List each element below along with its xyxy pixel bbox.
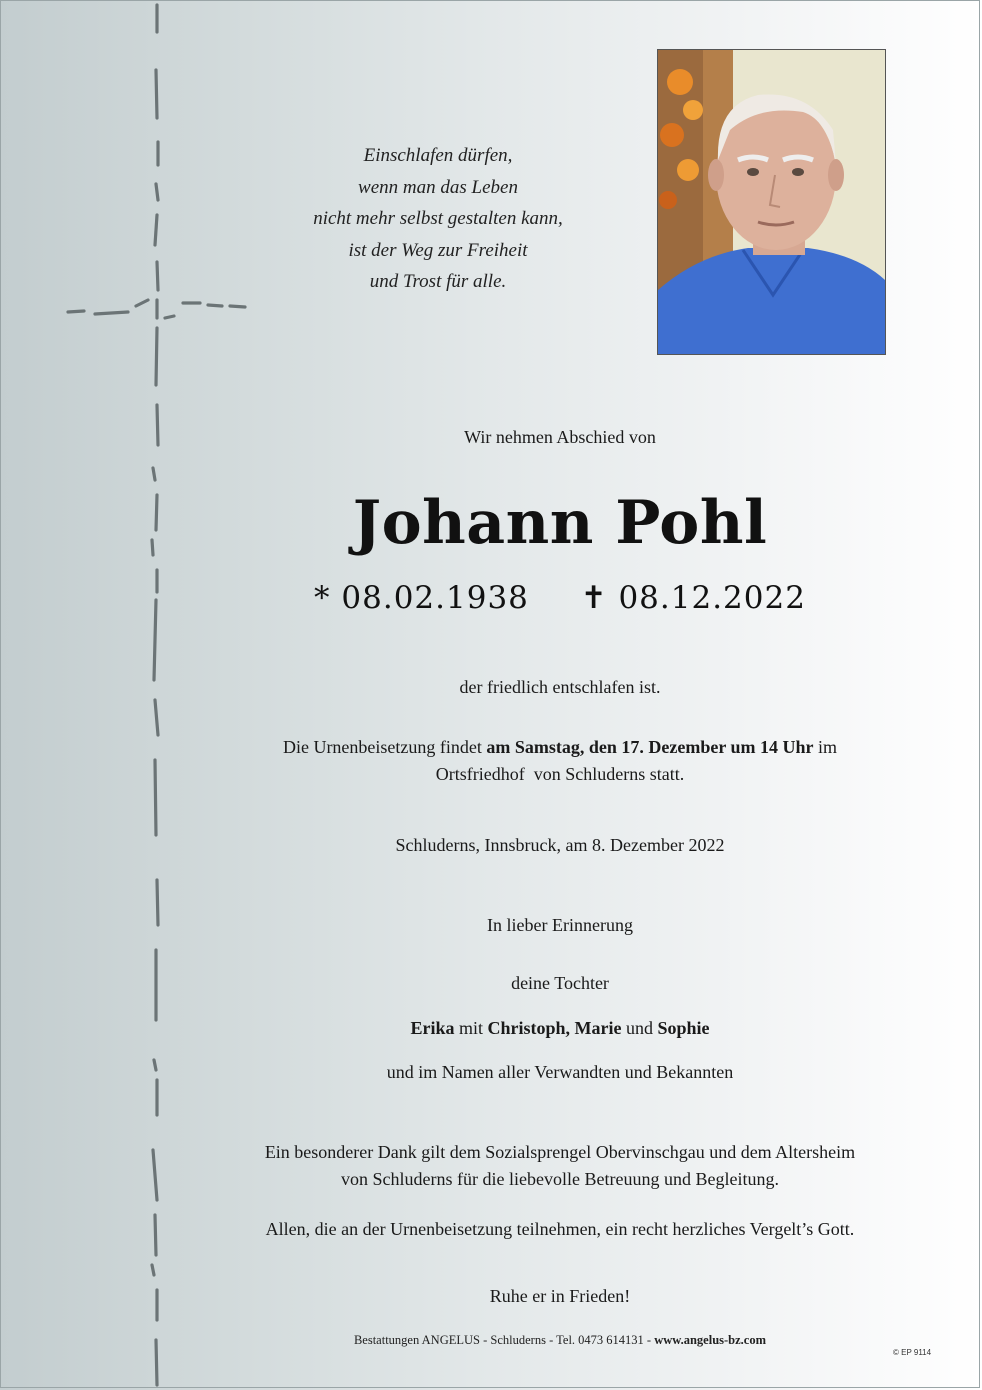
relatives-text: und im Namen aller Verwandten und Bekannten bbox=[386, 1062, 734, 1082]
cross-symbol-icon: ✝ bbox=[580, 580, 608, 616]
footer bbox=[218, 1333, 902, 1348]
thanks-line: von Schluderns für die liebevolle Betreuung und Begleitung. bbox=[341, 1169, 779, 1189]
footer-website-link[interactable]: www.angelus-bz.com bbox=[654, 1333, 767, 1347]
family-name: Christoph, bbox=[487, 1018, 571, 1038]
family-name: Erika bbox=[410, 1018, 455, 1038]
gratitude-text: Allen, die an der Urnenbeisetzung teilnehmen, ein recht herzliches Vergelt’s Gott. bbox=[265, 1219, 855, 1239]
portrait-photo bbox=[657, 49, 886, 355]
burial-prefix: Die Urnenbeisetzung findet bbox=[282, 737, 487, 757]
quote-line: und Trost für alle. bbox=[369, 271, 507, 292]
life-dates bbox=[218, 580, 902, 616]
reference-code: © EP 9114 bbox=[893, 1348, 932, 1357]
deceased-name: Johann Pohl bbox=[352, 488, 768, 558]
family-name: Sophie bbox=[657, 1018, 710, 1038]
burial-info bbox=[218, 734, 902, 788]
rest-in-peace-text: Ruhe er in Frieden! bbox=[489, 1286, 631, 1306]
quote-line: nicht mehr selbst gestalten kann, bbox=[313, 208, 563, 229]
birth-date: 08.02.1938 bbox=[341, 580, 529, 616]
memory-text: In lieber Erinnerung bbox=[487, 915, 633, 935]
family-conjunction: und bbox=[621, 1018, 658, 1038]
quote-line: Einschlafen dürfen, bbox=[363, 145, 513, 166]
quote-block bbox=[268, 140, 608, 298]
footer-text: Bestattungen ANGELUS - Schluderns - Tel. 0473 614131 - bbox=[353, 1333, 655, 1347]
thanks-line: Ein besonderer Dank gilt dem Sozialsprengel Obervinschgau und dem Altersheim bbox=[264, 1142, 856, 1162]
intro-text: Wir nehmen Abschied von bbox=[464, 427, 656, 447]
daughter-label: deine Tochter bbox=[511, 973, 609, 993]
peaceful-text: der friedlich entschlafen ist. bbox=[459, 677, 661, 697]
death-date: 08.12.2022 bbox=[618, 580, 806, 616]
burial-location: Ortsfriedhof von Schluderns statt. bbox=[435, 764, 685, 784]
birth-star-icon: * bbox=[314, 580, 331, 616]
burial-suffix: im bbox=[813, 737, 838, 757]
quote-line: wenn man das Leben bbox=[358, 176, 518, 198]
family-conjunction: mit bbox=[454, 1018, 488, 1038]
family-names bbox=[218, 1015, 902, 1042]
family-name: Marie bbox=[570, 1018, 622, 1038]
thanks-text bbox=[218, 1139, 902, 1193]
place-date: Schluderns, Innsbruck, am 8. Dezember 2022 bbox=[395, 835, 725, 855]
burial-when: am Samstag, den 17. Dezember um 14 Uhr bbox=[486, 737, 814, 757]
quote-line: ist der Weg zur Freiheit bbox=[348, 239, 528, 261]
